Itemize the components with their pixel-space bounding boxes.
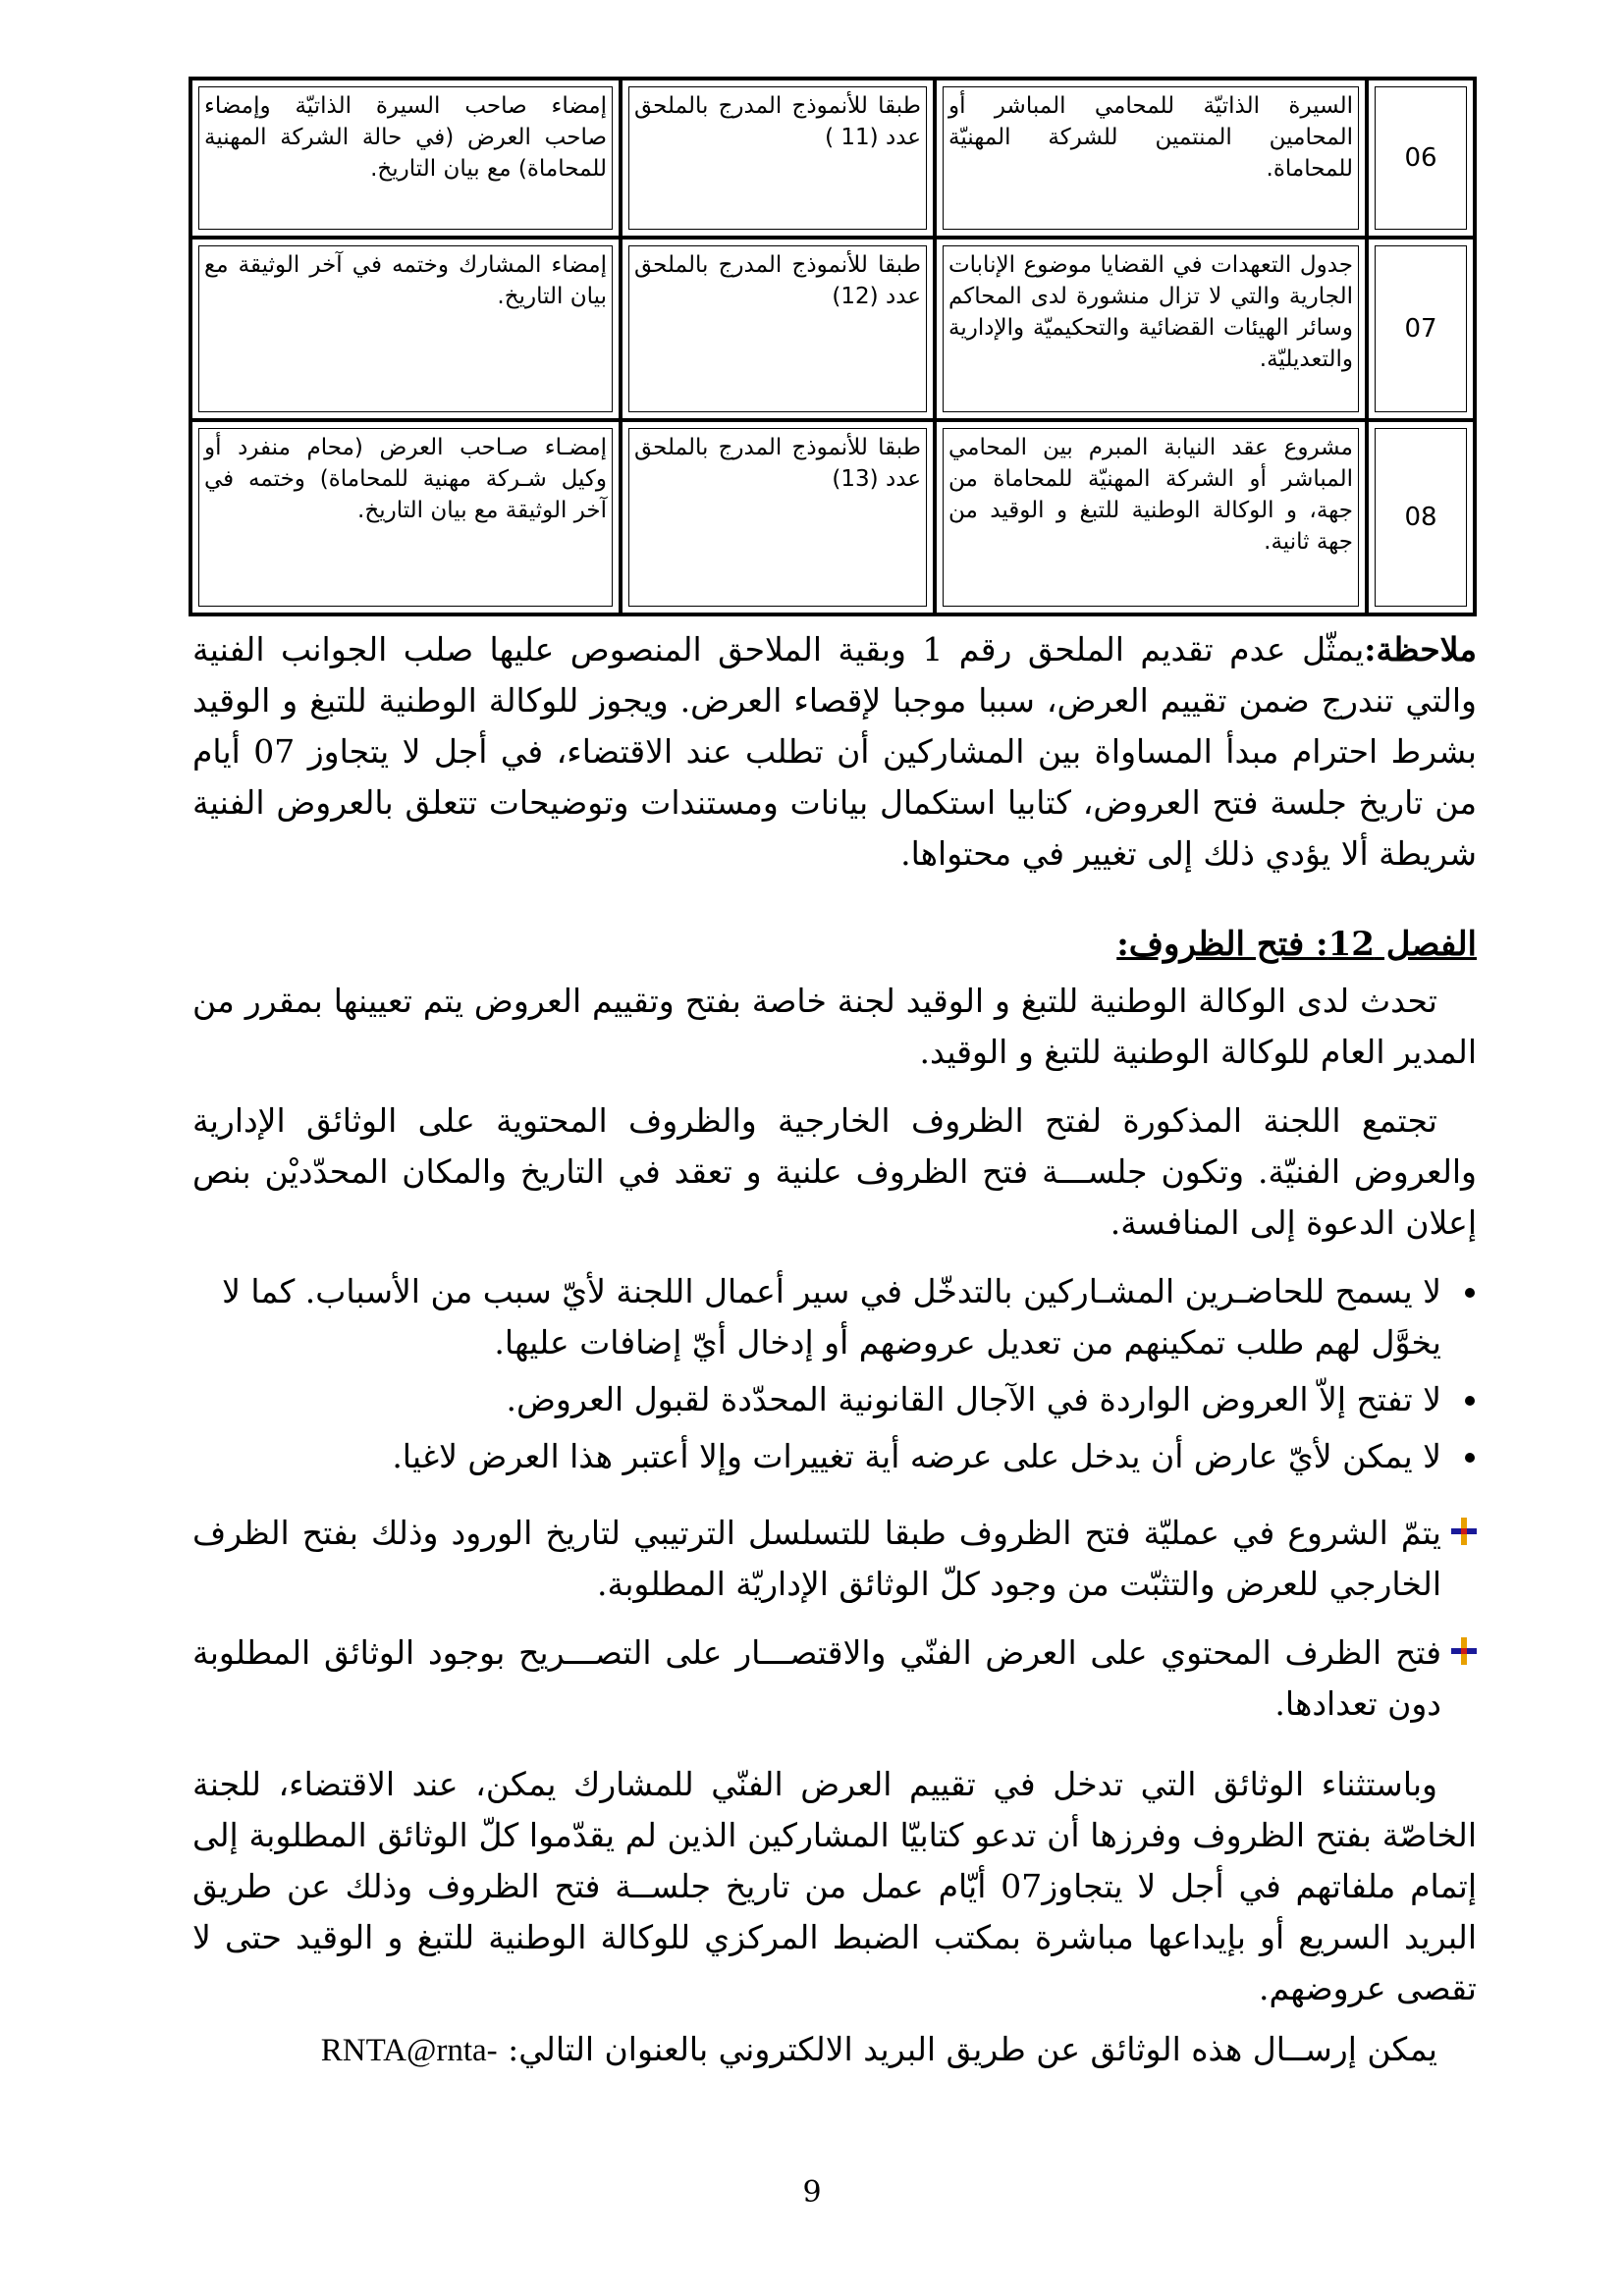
list-item-text: لا يسمح للحاضـرين المشـاركين بالتدخّل في سير أعمال اللجنة لأيّ سبب من الأسباب. كما لا يخوَّل لهم طلب تمكينهم من تعديل عروضهم أو إدخال أيّ إضافات عليها. xyxy=(222,1272,1441,1362)
note-label: ملاحظة: xyxy=(1364,630,1477,668)
row-number: 08 xyxy=(1367,420,1475,614)
bullet-icon xyxy=(1465,1288,1475,1298)
document-cell: السيرة الذاتيّة للمحامي المباشر أو المحامين المنتمين للشركة المهنيّة للمحاماة. xyxy=(935,79,1367,238)
document-cell: جدول التعهدات في القضايا موضوع الإنابات الجارية والتي لا تزال منشورة لدى المحاكم وسائر الهيئات القضائية والتحكيميّة والإدارية والتعديليّة. xyxy=(935,238,1367,420)
email-intro: يمكن إرســال هذه الوثائق عن طريق البريد الالكتروني بالعنوان التالي: xyxy=(508,2030,1437,2068)
signature-cell: إمضاء صاحب السيرة الذاتيّة وإمضاء صاحب العرض (في حالة الشركة المهنية للمحاماة) مع بيان التاريخ. xyxy=(190,79,621,238)
form-cell: طبقا للأنموذج المدرج بالملحق عدد (12) xyxy=(621,238,935,420)
list-item-text: فتح الظرف المحتوي على العرض الفنّي والاقتصـــار على التصـــريح بوجود الوثائق المطلوبة دون تعدادها. xyxy=(192,1633,1441,1723)
section-paragraph: تحدث لدى الوكالة الوطنية للتبغ و الوقيد لجنة خاصة بفتح وتقييم العروض يتم تعيينها بمقرر من المدير العام للوكالة الوطنية للتبغ و الوقيد. xyxy=(192,982,1477,1071)
list-item xyxy=(192,1266,1477,1368)
note-text: يمثّل عدم تقديم الملحق رقم 1 وبقية الملاحق المنصوص عليها صلب الجوانب الفنية والتي تندرج ضمن تقييم العرض، سببا موجبا لإقصاء العرض. ويجوز للوكالة الوطنية للتبغ و الوقيد بشرط احترام مبدأ المساواة بين المشاركين أن تطلب عند الاقتضاء، في أجل لا يتجاوز 07 أيام من تاريخ جلسة فتح العروض، كتابيا استكمال بيانات ومستندات وتوضيحات تتعلق بالعروض الفنية شريطة ألا يؤدي ذلك إلى تغيير في محتواها. xyxy=(192,630,1477,873)
list-item-text: لا تفتح إلاّ العروض الواردة في الآجال القانونية المحدّدة لقبول العروض. xyxy=(506,1380,1441,1418)
signature-cell: إمضاء المشارك وختمه في آخر الوثيقة مع بيان التاريخ. xyxy=(190,238,621,420)
document-cell: مشروع عقد النيابة المبرم بين المحامي المباشر أو الشركة المهنيّة للمحاماة من جهة، و الوكالة الوطنية للتبغ و الوقيد من جهة ثانية. xyxy=(935,420,1367,614)
email-address: RNTA@rnta- xyxy=(320,2033,498,2068)
section-paragraph: تجتمع اللجنة المذكورة لفتح الظروف الخارجية والظروف المحتوية على الوثائق الإدارية والعروض الفنيّة. وتكون جلســـة فتح الظروف علنية و تعقد في التاريخ والمكان المحدّديْن بنص إعلان الدعوة إلى المنافسة. xyxy=(192,1101,1477,1242)
list-item xyxy=(192,1374,1477,1425)
section-heading: الفصل 12: فتح الظروف: xyxy=(1116,925,1477,964)
plus-list xyxy=(192,1508,1477,1730)
document-page xyxy=(192,77,1477,2076)
requirements-table xyxy=(189,77,1477,616)
page-number: 9 xyxy=(802,2175,822,2210)
note-paragraph xyxy=(192,624,1477,880)
list-item-text: يتمّ الشروع في عمليّة فتح الظروف طبقا للتسلسل الترتيبي لتاريخ الورود وذلك بفتح الظرف الخارجي للعرض والتثبّت من وجود كلّ الوثائق الإداريّة المطلوبة. xyxy=(192,1514,1441,1603)
signature-cell: إمضـاء صـاحب العرض (محام منفرد أو وكيل شـركة مهنية للمحاماة) وختمه في آخر الوثيقة مع بيان التاريخ. xyxy=(190,420,621,614)
form-cell: طبقا للأنموذج المدرج بالملحق عدد (13) xyxy=(621,420,935,614)
list-item-text: لا يمكن لأيّ عارض أن يدخل على عرضه أية تغييرات وإلا أعتبر هذا العرض لاغيا. xyxy=(392,1437,1441,1475)
list-item xyxy=(192,1508,1477,1610)
table-row xyxy=(190,79,1475,238)
list-item xyxy=(192,1431,1477,1482)
row-number: 06 xyxy=(1367,79,1475,238)
plus-bullet-icon xyxy=(1451,1518,1477,1545)
table-row xyxy=(190,238,1475,420)
bullet-list xyxy=(192,1266,1477,1482)
list-item xyxy=(192,1628,1477,1730)
row-number: 07 xyxy=(1367,238,1475,420)
section-paragraph: وباستثناء الوثائق التي تدخل في تقييم العرض الفنّي للمشارك يمكن، عند الاقتضاء، للجنة الخاصّة بفتح الظروف وفرزها أن تدعو كتابيّا المشاركين الذين لم يقدّموا كلّ الوثائق المطلوبة إلى إتمام ملفاتهم في أجل لا يتجاوز07 أيّام عمل من تاريخ جلســة فتح الظروف وذلك عن طريق البريد السريع أو بإيداعها مباشرة بمكتب الضبط المركزي للوكالة الوطنية للتبغ و الوقيد حتى لا تقصى عروضهم. xyxy=(192,1765,1477,2007)
table-row xyxy=(190,420,1475,614)
bullet-icon xyxy=(1465,1453,1475,1463)
email-paragraph xyxy=(192,2024,1477,2076)
plus-bullet-icon xyxy=(1451,1637,1477,1665)
bullet-icon xyxy=(1465,1396,1475,1406)
form-cell: طبقا للأنموذج المدرج بالملحق عدد (11 ) xyxy=(621,79,935,238)
